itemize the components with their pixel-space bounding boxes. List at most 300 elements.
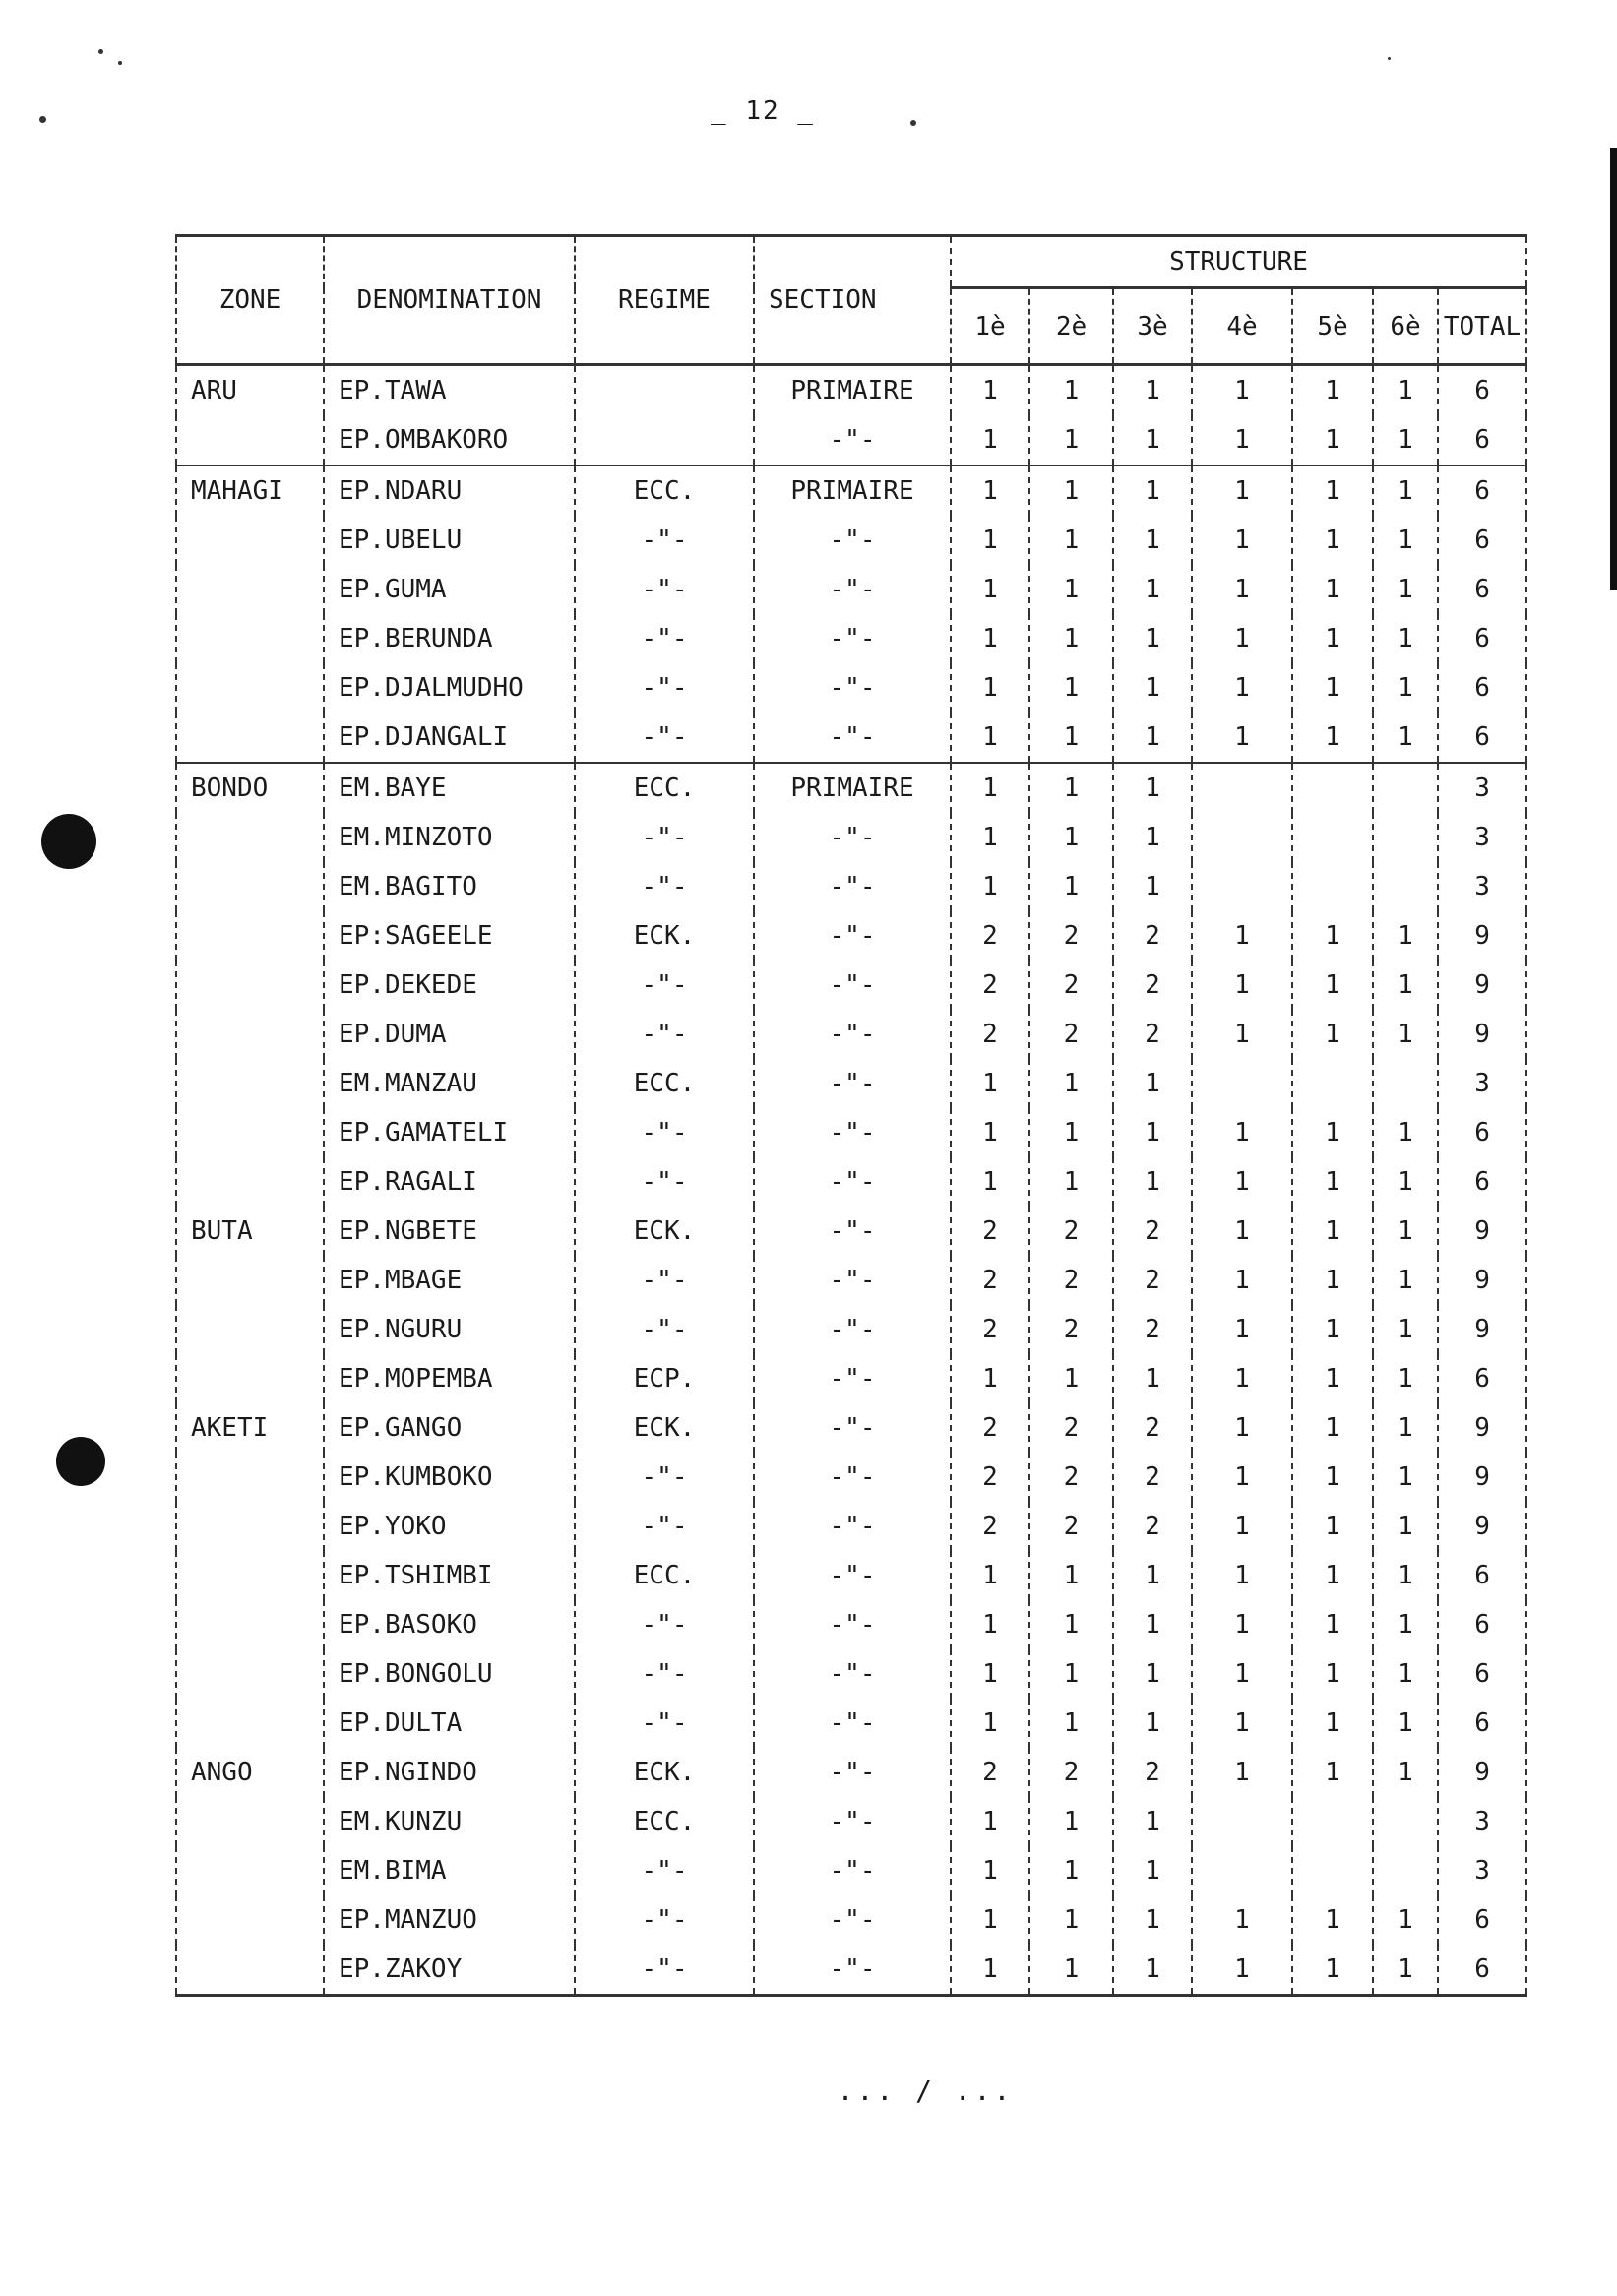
cell-zone — [176, 1649, 324, 1699]
cell-zone — [176, 1699, 324, 1748]
cell-denomination: EP.GUMA — [324, 565, 575, 614]
cell-grade-4: 1 — [1192, 1551, 1292, 1600]
cell-grade-5: 1 — [1292, 1305, 1373, 1354]
cell-regime: -"- — [575, 1256, 754, 1305]
cell-grade-2: 1 — [1029, 1551, 1113, 1600]
cell-grade-3: 1 — [1113, 516, 1192, 565]
cell-section: -"- — [754, 1895, 951, 1945]
cell-zone — [176, 1354, 324, 1403]
cell-denomination: EP.DUMA — [324, 1010, 575, 1059]
cell-regime: -"- — [575, 1600, 754, 1649]
cell-grade-4: 1 — [1192, 1010, 1292, 1059]
cell-total: 6 — [1438, 663, 1526, 713]
table-row — [176, 813, 1526, 862]
cell-grade-1: 1 — [951, 1895, 1029, 1945]
cell-grade-5: 1 — [1292, 516, 1373, 565]
cell-grade-6: 1 — [1373, 1108, 1438, 1157]
table-row — [176, 365, 1526, 416]
cell-zone — [176, 565, 324, 614]
col-header-denomination: DENOMINATION — [324, 236, 575, 365]
cell-grade-5: 1 — [1292, 365, 1373, 416]
cell-grade-3: 1 — [1113, 1846, 1192, 1895]
cell-grade-6: 1 — [1373, 663, 1438, 713]
cell-total: 6 — [1438, 1649, 1526, 1699]
cell-grade-4: 1 — [1192, 1945, 1292, 1996]
cell-total: 6 — [1438, 1354, 1526, 1403]
cell-grade-5: 1 — [1292, 961, 1373, 1010]
cell-section: -"- — [754, 1846, 951, 1895]
cell-denomination: EP.TSHIMBI — [324, 1551, 575, 1600]
cell-regime: -"- — [575, 516, 754, 565]
cell-zone — [176, 1453, 324, 1502]
cell-regime: -"- — [575, 1305, 754, 1354]
cell-grade-5: 1 — [1292, 565, 1373, 614]
cell-total: 3 — [1438, 1059, 1526, 1108]
cell-regime: ECC. — [575, 763, 754, 813]
cell-grade-2: 1 — [1029, 415, 1113, 465]
cell-grade-5 — [1292, 1059, 1373, 1108]
cell-grade-6 — [1373, 763, 1438, 813]
cell-grade-4: 1 — [1192, 1895, 1292, 1945]
cell-section: -"- — [754, 1797, 951, 1846]
cell-zone — [176, 1108, 324, 1157]
cell-grade-2: 2 — [1029, 1453, 1113, 1502]
col-header-grade-3: 3è — [1113, 288, 1192, 365]
table-row — [176, 1649, 1526, 1699]
cell-section: -"- — [754, 1551, 951, 1600]
cell-grade-1: 2 — [951, 1256, 1029, 1305]
table-row — [176, 565, 1526, 614]
cell-grade-6: 1 — [1373, 1502, 1438, 1551]
cell-zone — [176, 1846, 324, 1895]
cell-grade-3: 1 — [1113, 1699, 1192, 1748]
cell-grade-2: 1 — [1029, 1846, 1113, 1895]
cell-zone — [176, 1600, 324, 1649]
cell-grade-3: 1 — [1113, 465, 1192, 516]
cell-grade-4 — [1192, 1059, 1292, 1108]
cell-grade-2: 2 — [1029, 1010, 1113, 1059]
cell-grade-6 — [1373, 1059, 1438, 1108]
cell-grade-4: 1 — [1192, 1207, 1292, 1256]
cell-denomination: EP.NGBETE — [324, 1207, 575, 1256]
cell-grade-4 — [1192, 862, 1292, 911]
cell-grade-1: 1 — [951, 614, 1029, 663]
cell-grade-5: 1 — [1292, 1551, 1373, 1600]
cell-grade-3: 1 — [1113, 813, 1192, 862]
cell-total: 6 — [1438, 565, 1526, 614]
cell-grade-4: 1 — [1192, 911, 1292, 961]
cell-grade-3: 1 — [1113, 365, 1192, 416]
table-row — [176, 1256, 1526, 1305]
cell-regime: -"- — [575, 1945, 754, 1996]
cell-grade-6: 1 — [1373, 961, 1438, 1010]
cell-grade-4: 1 — [1192, 1108, 1292, 1157]
cell-denomination: EM.KUNZU — [324, 1797, 575, 1846]
cell-section: PRIMAIRE — [754, 465, 951, 516]
cell-grade-6: 1 — [1373, 565, 1438, 614]
cell-grade-1: 1 — [951, 1354, 1029, 1403]
cell-grade-2: 1 — [1029, 1895, 1113, 1945]
cell-zone — [176, 1010, 324, 1059]
cell-regime — [575, 365, 754, 416]
cell-denomination: EP.BONGOLU — [324, 1649, 575, 1699]
cell-grade-4: 1 — [1192, 516, 1292, 565]
cell-grade-2: 2 — [1029, 1502, 1113, 1551]
cell-zone — [176, 862, 324, 911]
cell-zone: BUTA — [176, 1207, 324, 1256]
cell-denomination: EP.GAMATELI — [324, 1108, 575, 1157]
cell-denomination: EM.MANZAU — [324, 1059, 575, 1108]
cell-grade-4: 1 — [1192, 1157, 1292, 1207]
cell-total: 3 — [1438, 813, 1526, 862]
cell-zone — [176, 1551, 324, 1600]
cell-total: 9 — [1438, 911, 1526, 961]
cell-grade-2: 1 — [1029, 614, 1113, 663]
cell-denomination: EP:SAGEELE — [324, 911, 575, 961]
cell-grade-1: 1 — [951, 1059, 1029, 1108]
cell-zone: ARU — [176, 365, 324, 416]
cell-grade-2: 2 — [1029, 1256, 1113, 1305]
cell-grade-2: 1 — [1029, 565, 1113, 614]
cell-zone — [176, 516, 324, 565]
col-header-grade-4: 4è — [1192, 288, 1292, 365]
cell-section: -"- — [754, 565, 951, 614]
cell-regime: ECK. — [575, 1207, 754, 1256]
cell-zone — [176, 1305, 324, 1354]
cell-grade-6 — [1373, 862, 1438, 911]
table-header — [176, 236, 1526, 365]
cell-zone — [176, 415, 324, 465]
table-row — [176, 1797, 1526, 1846]
cell-grade-1: 2 — [951, 1010, 1029, 1059]
cell-regime: -"- — [575, 961, 754, 1010]
cell-grade-1: 1 — [951, 1108, 1029, 1157]
cell-grade-3: 2 — [1113, 911, 1192, 961]
cell-grade-4: 1 — [1192, 1305, 1292, 1354]
cell-grade-5: 1 — [1292, 1502, 1373, 1551]
cell-grade-5 — [1292, 1846, 1373, 1895]
cell-grade-6: 1 — [1373, 1699, 1438, 1748]
cell-grade-1: 1 — [951, 415, 1029, 465]
cell-denomination: EP.BERUNDA — [324, 614, 575, 663]
cell-grade-5 — [1292, 763, 1373, 813]
cell-grade-6: 1 — [1373, 1895, 1438, 1945]
cell-grade-4: 1 — [1192, 614, 1292, 663]
cell-regime: -"- — [575, 663, 754, 713]
cell-grade-1: 2 — [951, 1748, 1029, 1797]
cell-grade-6: 1 — [1373, 1649, 1438, 1699]
cell-grade-6: 1 — [1373, 1305, 1438, 1354]
cell-grade-5: 1 — [1292, 1649, 1373, 1699]
cell-grade-2: 2 — [1029, 1748, 1113, 1797]
cell-grade-6 — [1373, 813, 1438, 862]
cell-grade-2: 2 — [1029, 961, 1113, 1010]
cell-total: 9 — [1438, 1502, 1526, 1551]
cell-grade-5: 1 — [1292, 415, 1373, 465]
cell-total: 6 — [1438, 415, 1526, 465]
school-structure-table — [175, 234, 1527, 1997]
cell-grade-6: 1 — [1373, 1453, 1438, 1502]
cell-grade-6: 1 — [1373, 1748, 1438, 1797]
cell-grade-1: 1 — [951, 713, 1029, 763]
cell-grade-4: 1 — [1192, 415, 1292, 465]
cell-regime: ECC. — [575, 1797, 754, 1846]
cell-denomination: EP.BASOKO — [324, 1600, 575, 1649]
cell-total: 3 — [1438, 763, 1526, 813]
cell-grade-2: 2 — [1029, 1207, 1113, 1256]
cell-grade-3: 2 — [1113, 1256, 1192, 1305]
cell-zone — [176, 1797, 324, 1846]
cell-denomination: EP.MBAGE — [324, 1256, 575, 1305]
cell-section: -"- — [754, 1453, 951, 1502]
cell-grade-4 — [1192, 1797, 1292, 1846]
cell-grade-2: 1 — [1029, 1600, 1113, 1649]
cell-grade-6 — [1373, 1797, 1438, 1846]
cell-section: -"- — [754, 1059, 951, 1108]
cell-denomination: EM.MINZOTO — [324, 813, 575, 862]
cell-zone — [176, 614, 324, 663]
cell-grade-3: 1 — [1113, 1354, 1192, 1403]
col-header-regime: REGIME — [575, 236, 754, 365]
cell-section: -"- — [754, 1945, 951, 1996]
cell-grade-1: 1 — [951, 516, 1029, 565]
cell-grade-5: 1 — [1292, 1256, 1373, 1305]
cell-regime: -"- — [575, 1010, 754, 1059]
cell-denomination: EP.MOPEMBA — [324, 1354, 575, 1403]
cell-regime — [575, 415, 754, 465]
page-number: _ 12 _ — [711, 96, 815, 126]
cell-grade-2: 1 — [1029, 862, 1113, 911]
cell-grade-2: 1 — [1029, 1059, 1113, 1108]
cell-grade-6: 1 — [1373, 465, 1438, 516]
cell-total: 6 — [1438, 1157, 1526, 1207]
cell-regime: -"- — [575, 1453, 754, 1502]
cell-grade-3: 1 — [1113, 1157, 1192, 1207]
cell-section: -"- — [754, 1699, 951, 1748]
cell-section: -"- — [754, 1649, 951, 1699]
cell-section: -"- — [754, 516, 951, 565]
cell-total: 9 — [1438, 1207, 1526, 1256]
cell-total: 9 — [1438, 1403, 1526, 1453]
cell-section: -"- — [754, 1157, 951, 1207]
cell-grade-1: 2 — [951, 961, 1029, 1010]
cell-grade-2: 1 — [1029, 365, 1113, 416]
scan-speck — [1388, 57, 1391, 60]
cell-denomination: EP.UBELU — [324, 516, 575, 565]
cell-grade-5: 1 — [1292, 663, 1373, 713]
cell-grade-3: 1 — [1113, 614, 1192, 663]
col-header-zone: ZONE — [176, 236, 324, 365]
cell-grade-4: 1 — [1192, 1403, 1292, 1453]
cell-grade-4: 1 — [1192, 1600, 1292, 1649]
col-header-total: TOTAL — [1438, 288, 1526, 365]
cell-regime: -"- — [575, 1846, 754, 1895]
cell-grade-1: 2 — [951, 911, 1029, 961]
cell-zone: ANGO — [176, 1748, 324, 1797]
table-row — [176, 1699, 1526, 1748]
cell-grade-3: 1 — [1113, 565, 1192, 614]
cell-grade-3: 1 — [1113, 1649, 1192, 1699]
table-row — [176, 1551, 1526, 1600]
table-row — [176, 1453, 1526, 1502]
cell-grade-1: 1 — [951, 1551, 1029, 1600]
cell-grade-5 — [1292, 1797, 1373, 1846]
cell-section: -"- — [754, 1256, 951, 1305]
cell-grade-2: 2 — [1029, 1403, 1113, 1453]
cell-grade-5: 1 — [1292, 465, 1373, 516]
cell-total: 9 — [1438, 1256, 1526, 1305]
cell-grade-3: 1 — [1113, 1895, 1192, 1945]
cell-grade-1: 2 — [951, 1502, 1029, 1551]
cell-grade-3: 1 — [1113, 763, 1192, 813]
cell-grade-6: 1 — [1373, 1157, 1438, 1207]
cell-grade-2: 1 — [1029, 713, 1113, 763]
cell-regime: -"- — [575, 1699, 754, 1748]
cell-zone — [176, 663, 324, 713]
cell-grade-4: 1 — [1192, 961, 1292, 1010]
cell-section: -"- — [754, 1305, 951, 1354]
cell-grade-5: 1 — [1292, 911, 1373, 961]
cell-section: -"- — [754, 1502, 951, 1551]
cell-total: 6 — [1438, 1600, 1526, 1649]
cell-zone: MAHAGI — [176, 465, 324, 516]
cell-section: -"- — [754, 961, 951, 1010]
cell-grade-4: 1 — [1192, 1649, 1292, 1699]
cell-denomination: EP.DJALMUDHO — [324, 663, 575, 713]
cell-grade-3: 2 — [1113, 1403, 1192, 1453]
cell-denomination: EP.DEKEDE — [324, 961, 575, 1010]
cell-grade-5: 1 — [1292, 1895, 1373, 1945]
table-row — [176, 465, 1526, 516]
cell-grade-6: 1 — [1373, 415, 1438, 465]
cell-grade-2: 1 — [1029, 516, 1113, 565]
cell-regime: ECK. — [575, 1748, 754, 1797]
cell-grade-5: 1 — [1292, 1699, 1373, 1748]
cell-grade-3: 2 — [1113, 1305, 1192, 1354]
scan-speck — [98, 49, 103, 54]
cell-section: -"- — [754, 663, 951, 713]
cell-grade-1: 1 — [951, 763, 1029, 813]
cell-denomination: EP.GANGO — [324, 1403, 575, 1453]
cell-denomination: EP.MANZUO — [324, 1895, 575, 1945]
cell-section: -"- — [754, 1108, 951, 1157]
cell-grade-6: 1 — [1373, 516, 1438, 565]
cell-regime: ECP. — [575, 1354, 754, 1403]
table-row — [176, 1748, 1526, 1797]
cell-total: 9 — [1438, 1305, 1526, 1354]
cell-regime: -"- — [575, 1502, 754, 1551]
cell-grade-2: 1 — [1029, 1945, 1113, 1996]
cell-grade-4: 1 — [1192, 663, 1292, 713]
cell-grade-1: 1 — [951, 465, 1029, 516]
cell-regime: -"- — [575, 1649, 754, 1699]
scan-speck — [118, 61, 122, 65]
cell-grade-2: 1 — [1029, 465, 1113, 516]
cell-zone: BONDO — [176, 763, 324, 813]
table-row — [176, 1846, 1526, 1895]
cell-grade-2: 1 — [1029, 1108, 1113, 1157]
cell-grade-5: 1 — [1292, 1600, 1373, 1649]
cell-grade-4: 1 — [1192, 465, 1292, 516]
cell-regime: -"- — [575, 713, 754, 763]
cell-grade-2: 1 — [1029, 1797, 1113, 1846]
cell-denomination: EP.RAGALI — [324, 1157, 575, 1207]
cell-grade-3: 2 — [1113, 1748, 1192, 1797]
cell-grade-5: 1 — [1292, 1108, 1373, 1157]
cell-zone — [176, 1895, 324, 1945]
cell-section: -"- — [754, 1207, 951, 1256]
cell-denomination: EP.NGINDO — [324, 1748, 575, 1797]
cell-section: -"- — [754, 415, 951, 465]
cell-grade-3: 1 — [1113, 1600, 1192, 1649]
col-header-section: SECTION — [754, 236, 951, 365]
cell-total: 6 — [1438, 614, 1526, 663]
cell-grade-6: 1 — [1373, 1010, 1438, 1059]
cell-regime: -"- — [575, 1157, 754, 1207]
cell-grade-5: 1 — [1292, 1403, 1373, 1453]
cell-grade-1: 2 — [951, 1453, 1029, 1502]
cell-grade-2: 2 — [1029, 1305, 1113, 1354]
cell-denomination: EP.KUMBOKO — [324, 1453, 575, 1502]
table-row — [176, 1157, 1526, 1207]
cell-grade-1: 2 — [951, 1403, 1029, 1453]
cell-section: PRIMAIRE — [754, 763, 951, 813]
cell-grade-1: 1 — [951, 663, 1029, 713]
table-row — [176, 614, 1526, 663]
cell-grade-3: 2 — [1113, 1010, 1192, 1059]
cell-grade-6: 1 — [1373, 1256, 1438, 1305]
cell-grade-3: 1 — [1113, 1059, 1192, 1108]
cell-denomination: EM.BAGITO — [324, 862, 575, 911]
table-row — [176, 1207, 1526, 1256]
cell-grade-5: 1 — [1292, 1453, 1373, 1502]
cell-section: -"- — [754, 1010, 951, 1059]
cell-grade-2: 2 — [1029, 911, 1113, 961]
col-header-grade-2: 2è — [1029, 288, 1113, 365]
cell-regime: ECK. — [575, 911, 754, 961]
cell-total: 6 — [1438, 1699, 1526, 1748]
cell-zone — [176, 1059, 324, 1108]
cell-total: 9 — [1438, 1748, 1526, 1797]
cell-grade-2: 1 — [1029, 1649, 1113, 1699]
cell-grade-6: 1 — [1373, 614, 1438, 663]
cell-total: 6 — [1438, 516, 1526, 565]
cell-regime: ECC. — [575, 1059, 754, 1108]
cell-grade-4 — [1192, 1846, 1292, 1895]
cell-grade-4: 1 — [1192, 1502, 1292, 1551]
table-row — [176, 911, 1526, 961]
cell-section: -"- — [754, 1354, 951, 1403]
cell-regime: -"- — [575, 1108, 754, 1157]
cell-grade-5: 1 — [1292, 713, 1373, 763]
cell-total: 6 — [1438, 365, 1526, 416]
cell-zone — [176, 1945, 324, 1996]
cell-grade-4: 1 — [1192, 713, 1292, 763]
cell-grade-3: 2 — [1113, 961, 1192, 1010]
cell-grade-5: 1 — [1292, 1354, 1373, 1403]
table-row — [176, 961, 1526, 1010]
cell-regime: ECC. — [575, 465, 754, 516]
table-row — [176, 516, 1526, 565]
table-row — [176, 663, 1526, 713]
cell-total: 9 — [1438, 1453, 1526, 1502]
cell-section: -"- — [754, 614, 951, 663]
table-row — [176, 1502, 1526, 1551]
cell-denomination: EP.YOKO — [324, 1502, 575, 1551]
cell-grade-3: 2 — [1113, 1453, 1192, 1502]
table-row — [176, 862, 1526, 911]
continuation-marker: ... / ... — [837, 2075, 1014, 2107]
